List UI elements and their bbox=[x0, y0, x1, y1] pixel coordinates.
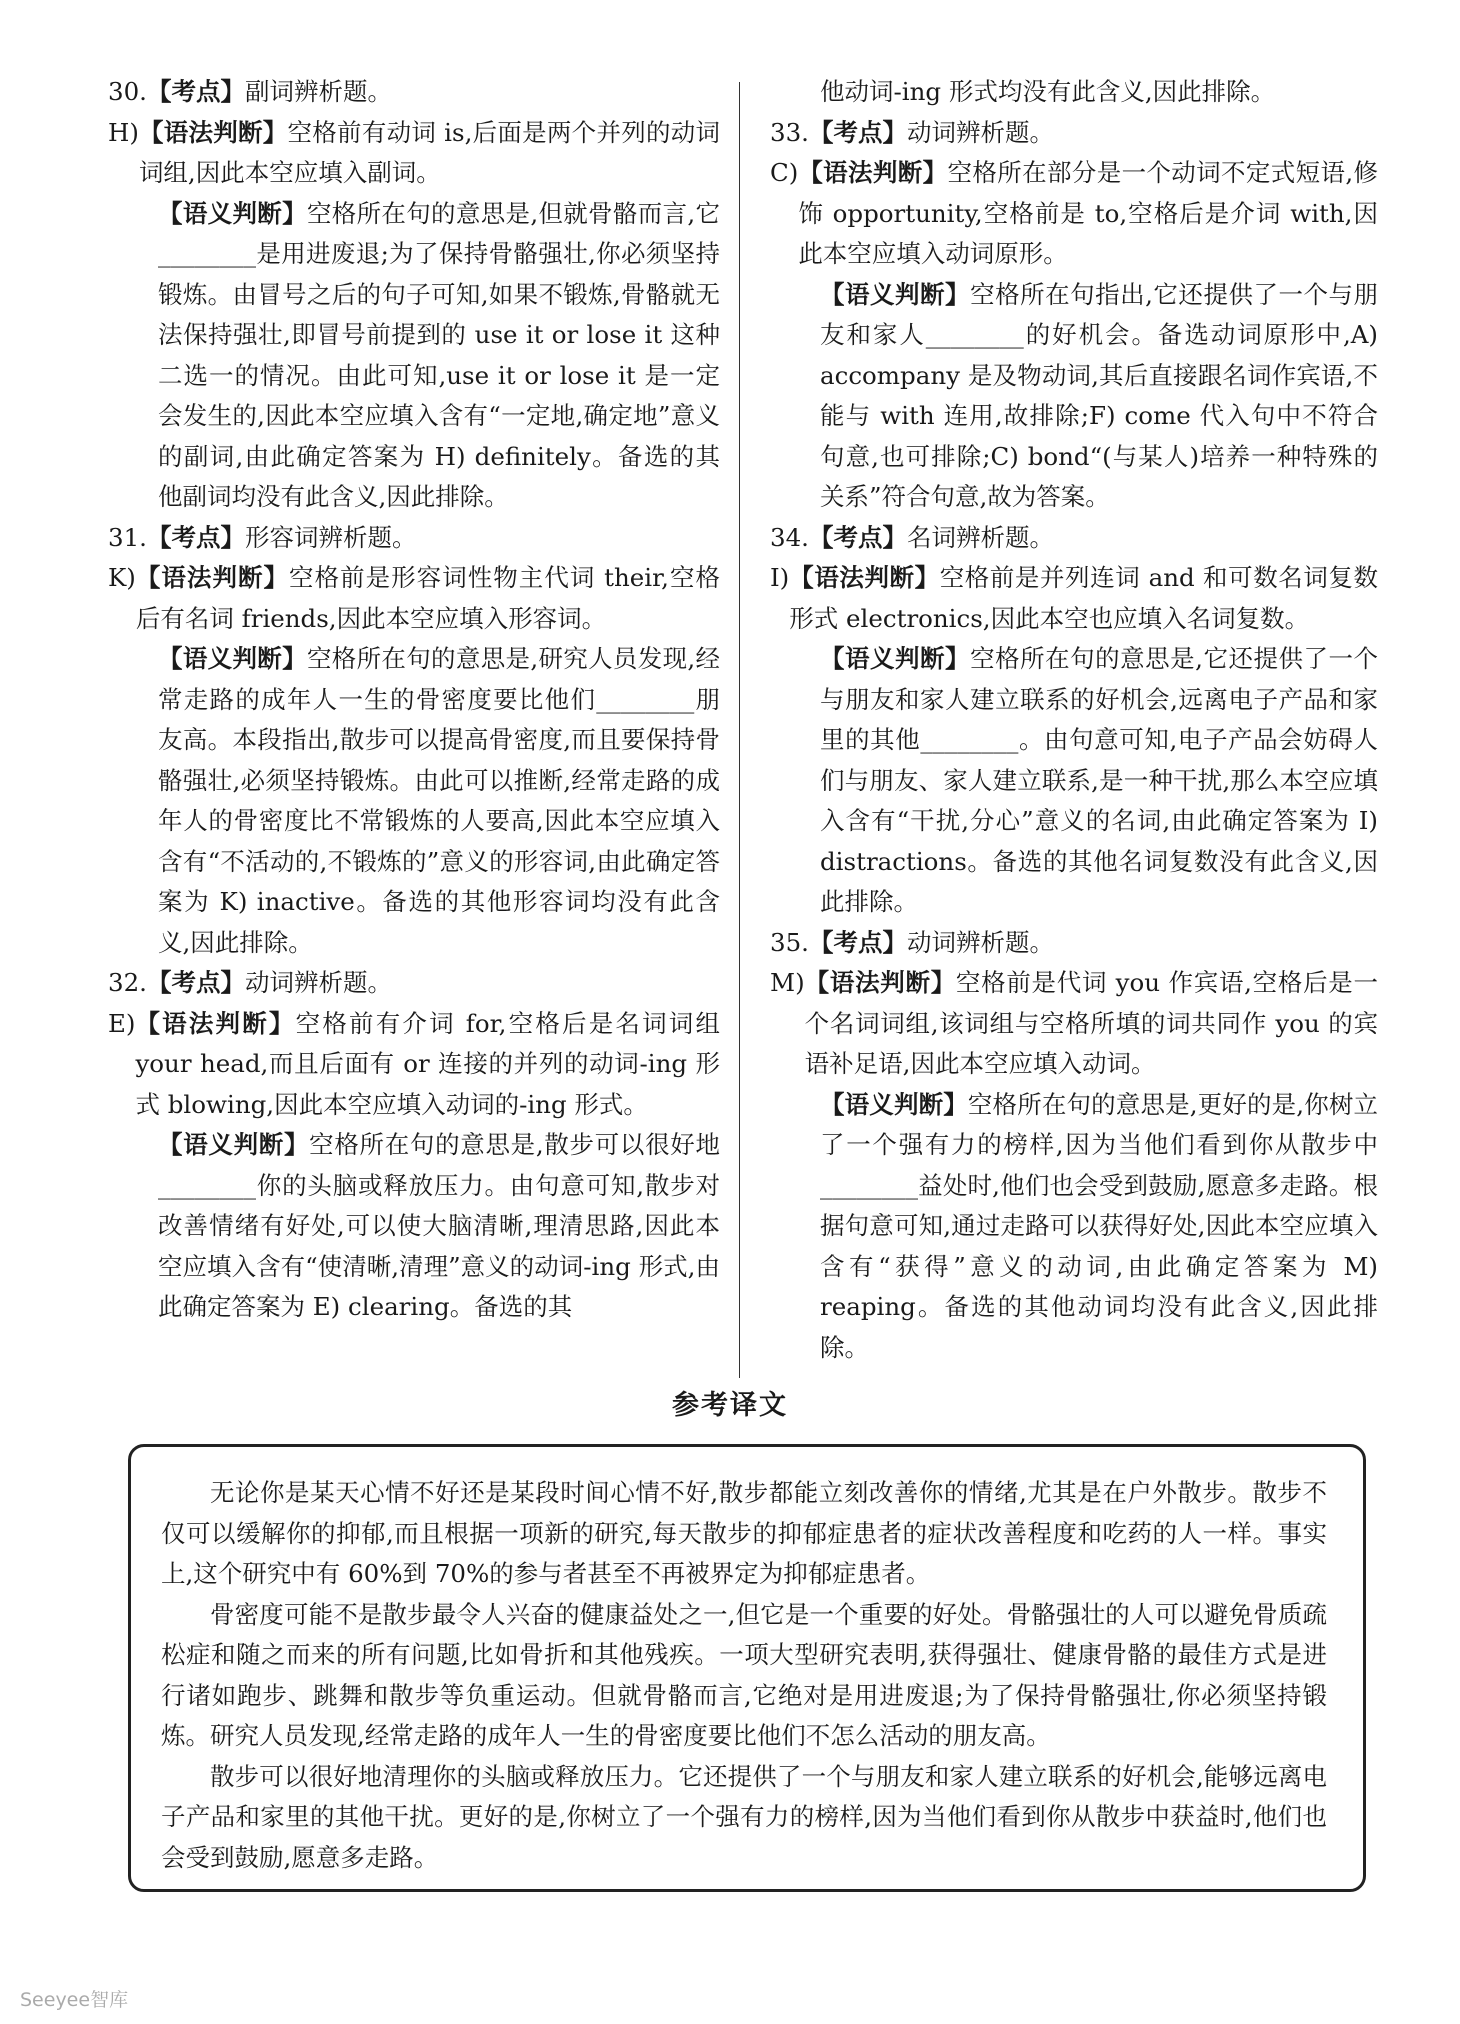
explanation-text: 他动词-ing 形式均没有此含义,因此排除。 bbox=[820, 77, 1276, 106]
section-label: 【考点】 bbox=[808, 117, 907, 147]
item-number: M) bbox=[770, 968, 805, 997]
section-label: 【考点】 bbox=[146, 522, 245, 552]
answer-paragraph bbox=[108, 1125, 720, 1328]
reference-paragraph: 无论你是某天心情不好还是某段时间心情不好,散步都能立刻改善你的情绪,尤其是在户外散步。散步不仅可以缓解你的抑郁,而且根据一项新的研究,每天散步的抑郁症患者的症状改善程度和吃药的人一样。事实上,这个研究中有 60%到 70%的参与者甚至不再被界定为抑郁症患者。 bbox=[161, 1478, 1327, 1588]
answer-item bbox=[108, 1004, 720, 1126]
answer-item bbox=[770, 113, 1378, 154]
answer-item bbox=[770, 153, 1378, 275]
item-number: 31. bbox=[108, 522, 147, 552]
answer-paragraph bbox=[770, 1085, 1378, 1369]
item-number: 33. bbox=[770, 117, 809, 147]
item-number: K) bbox=[108, 563, 136, 592]
explanation-text: 空格所在句的意思是,研究人员发现,经常走路的成年人一生的骨密度要比他们________朋友高。本段指出,散步可以提高骨密度,而且要保持骨骼强壮,必须坚持锻炼。由此可以推断,经常走路的成年人的骨密度比不常锻炼的人要高,因此本空应填入含有“不活动的,不锻炼的”意义的形容词,由此确定答案为 K) inactive。备选的其他形容词均没有此含义,因此排除。 bbox=[158, 644, 720, 957]
watermark: Seeyee智库 bbox=[20, 1989, 129, 2011]
explanation-text: 动词辨析题。 bbox=[906, 927, 1054, 957]
item-number: 30. bbox=[108, 77, 147, 106]
answer-item bbox=[770, 923, 1378, 964]
answer-paragraph bbox=[770, 275, 1378, 518]
answer-item bbox=[108, 558, 720, 639]
section-label: 【考点】 bbox=[808, 522, 907, 552]
explanation-text: 空格所在句指出,它还提供了一个与朋友和家人________的好机会。备选动词原形中,A) accompany 是及物动词,其后直接跟名词作宾语,不能与 with 连用,故排除;F) come 代入句中不符合句意,也可排除;C) bond“(与某人)培养一种特殊的关系”符合句意,故为答案。 bbox=[820, 279, 1378, 511]
explanation-text: 空格所在部分是一个动词不定式短语,修饰 opportunity,空格前是 to,空格后是介词 with,因此本空应填入动词原形。 bbox=[798, 158, 1379, 268]
answer-paragraph bbox=[770, 72, 1378, 113]
explanation-text: 空格前是代词 you 作宾语,空格后是一个名词词组,该词组与空格所填的词共同作 you 的宾语补足语,因此本空应填入动词。 bbox=[804, 968, 1379, 1078]
answer-item bbox=[108, 518, 720, 559]
reference-paragraph: 骨密度可能不是散步最令人兴奋的健康益处之一,但它是一个重要的好处。骨骼强壮的人可以避免骨质疏松症和随之而来的所有问题,比如骨折和其他残疾。一项大型研究表明,获得强壮、健康骨骼的最佳方式是进行诸如跑步、跳舞和散步等负重运动。但就骨骼而言,它绝对是用进废退;为了保持骨骼强壮,你必须坚持锻炼。研究人员发现,经常走路的成年人一生的骨密度要比他们不怎么活动的朋友高。 bbox=[161, 1599, 1327, 1750]
left-column bbox=[108, 72, 720, 1328]
section-label: 【语法判断】 bbox=[135, 563, 290, 592]
section-label: 【考点】 bbox=[146, 77, 245, 106]
explanation-text: 空格前是并列连词 and 和可数名词复数形式 electronics,因此本空也应填入名词复数。 bbox=[789, 563, 1378, 633]
answer-item bbox=[108, 113, 720, 194]
answer-paragraph bbox=[108, 194, 720, 518]
column-divider bbox=[739, 82, 740, 1378]
answer-item bbox=[770, 963, 1378, 1085]
explanation-text: 空格所在句的意思是,它还提供了一个与朋友和家人建立联系的好机会,远离电子产品和家里的其他________。由句意可知,电子产品会妨碍人们与朋友、家人建立联系,是一种干扰,那么本空应填入含有“干扰,分心”意义的名词,由此确定答案为 I) distractions。备选的其他名词复数没有此含义,因此排除。 bbox=[820, 644, 1378, 916]
explanation-text: 名词辨析题。 bbox=[906, 522, 1054, 552]
reference-paragraph: 散步可以很好地清理你的头脑或释放压力。它还提供了一个与朋友和家人建立联系的好机会,能够远离电子产品和家里的其他干扰。更好的是,你树立了一个强有力的榜样,因为当他们看到你从散步中获益时,他们也会受到鼓励,愿意多走路。 bbox=[161, 1761, 1327, 1872]
section-label: 【语义判断】 bbox=[158, 198, 307, 228]
answer-paragraph bbox=[108, 639, 720, 963]
answer-item bbox=[108, 72, 720, 113]
explanation-text: 空格所在句的意思是,更好的是,你树立了一个强有力的榜样,因为当他们看到你从散步中________益处时,他们也会受到鼓励,愿意多走路。根据句意可知,通过走路可以获得好处,因此本空应填入含有“获得”意义的动词,由此确定答案为 M) reaping。备选的其他动词均没有此含义,因此排除。 bbox=[820, 1089, 1379, 1362]
explanation-text: 空格所在句的意思是,散步可以很好地________你的头脑或释放压力。由句意可知,散步对改善情绪有好处,可以使大脑清晰,理清思路,因此本空应填入含有“使清晰,清理”意义的动词-ing 形式,由此确定答案为 E) clearing。备选的其 bbox=[158, 1130, 720, 1321]
item-number: E) bbox=[108, 1008, 136, 1038]
explanation-text: 形容词辨析题。 bbox=[244, 522, 417, 552]
item-number: 34. bbox=[770, 522, 809, 552]
section-label: 【语义判断】 bbox=[158, 1130, 310, 1159]
answer-item bbox=[108, 963, 720, 1004]
item-number: 32. bbox=[108, 968, 147, 997]
section-label: 【考点】 bbox=[808, 927, 907, 957]
explanation-text: 空格前有介词 for,空格后是名词词组 your head,而且后面有 or 连接的并列的动词-ing 形式 blowing,因此本空应填入动词的-ing 形式。 bbox=[135, 1008, 720, 1119]
section-label: 【语法判断】 bbox=[138, 117, 288, 147]
answer-paragraph bbox=[770, 639, 1378, 923]
answer-item bbox=[770, 558, 1378, 639]
explanation-text: 动词辨析题。 bbox=[244, 968, 392, 997]
item-number: I) bbox=[770, 563, 790, 592]
item-number: 35. bbox=[770, 927, 809, 957]
section-label: 【语义判断】 bbox=[820, 279, 971, 309]
section-label: 【语义判断】 bbox=[820, 644, 971, 673]
right-column bbox=[770, 72, 1378, 1368]
item-number: C) bbox=[770, 158, 799, 187]
explanation-text: 空格所在句的意思是,但就骨骼而言,它________是用进废退;为了保持骨骼强壮,你必须坚持锻炼。由冒号之后的句子可知,如果不锻炼,骨骼就无法保持强壮,即冒号前提到的 use it or lose it 这种二选一的情况。由此可知,use it or lose it 是一定会发生的,因此本空应填入含有“一定地,确定地”意义的副词,由此确定答案为 H) definitely。备选的其他副词均没有此含义,因此排除。 bbox=[158, 198, 720, 511]
explanation-text: 空格前有动词 is,后面是两个并列的动词词组,因此本空应填入副词。 bbox=[138, 117, 721, 187]
explanation-text: 动词辨析题。 bbox=[906, 117, 1054, 147]
explanation-text: 空格前是形容词性物主代词 their,空格后有名词 friends,因此本空应填入形容词。 bbox=[135, 563, 721, 633]
item-number: H) bbox=[108, 117, 139, 147]
explanation-text: 副词辨析题。 bbox=[244, 77, 392, 106]
section-label: 【语义判断】 bbox=[820, 1089, 968, 1119]
answer-item bbox=[770, 518, 1378, 559]
section-label: 【语法判断】 bbox=[135, 1008, 296, 1038]
reference-translation-box bbox=[128, 1444, 1366, 1892]
reference-title: 参考译文 bbox=[672, 1390, 788, 1421]
section-label: 【语法判断】 bbox=[789, 563, 940, 592]
section-label: 【语法判断】 bbox=[804, 968, 956, 997]
section-label: 【考点】 bbox=[146, 968, 245, 997]
section-label: 【语义判断】 bbox=[158, 644, 307, 673]
section-label: 【语法判断】 bbox=[798, 158, 948, 187]
